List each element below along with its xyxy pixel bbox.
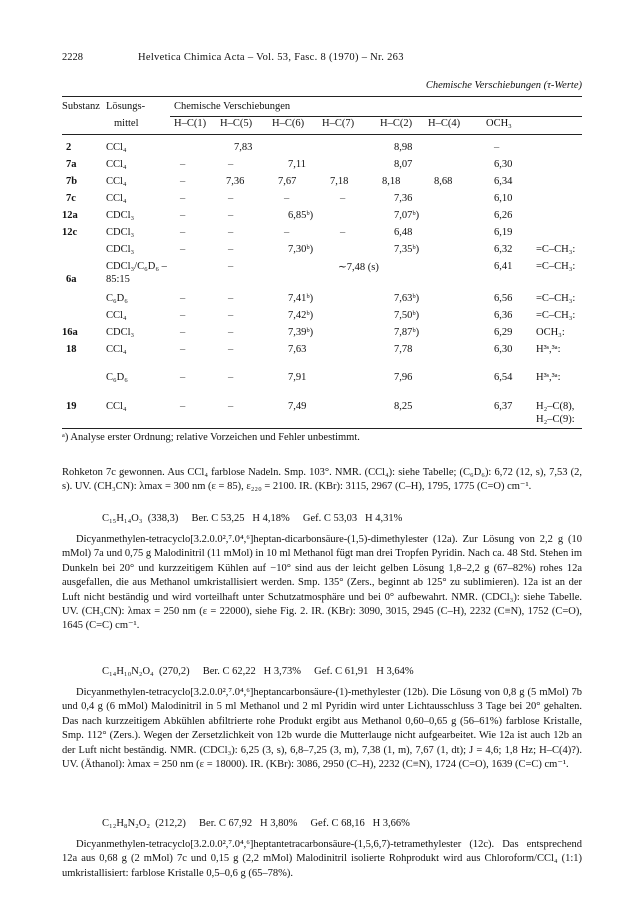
row-hc6: 7,49 (288, 401, 307, 412)
row-och3: 6,32 (494, 244, 513, 255)
row-och3: 6,56 (494, 293, 513, 304)
row-hc1: – (180, 372, 186, 383)
elemental-analysis-12a: C₁₄H₁₀N₂O₄ (270,2) Ber. C 62,22 H 3,73% Gef. C 61,91 H 3,64% (102, 666, 414, 677)
row-och3: 6,34 (494, 176, 513, 187)
row-solvent: CCl₄ (106, 176, 127, 187)
row-hc2: 8,98 (394, 142, 413, 153)
table-bottom-rule (62, 428, 582, 429)
row-och3: 6,36 (494, 310, 513, 321)
row-substanz: 16a (62, 327, 78, 338)
row-substanz: 19 (66, 401, 77, 412)
row-hc2: 7,63ᵇ) (394, 293, 420, 304)
row-hc5: – (228, 227, 234, 238)
row-hc5: – (228, 210, 234, 221)
col-head-mittel: mittel (114, 118, 139, 129)
paragraph-12a: Dicyanmethylen-tetracyclo[3.2.0.0²,⁷.0⁴,⁶]heptan-dicarbonsäure-(1,5)-dimethylester (12a). Zur Lösung von 2,2 g (10 mMol) 7a und 0,75 g Malodinitril (11 mMol) in 10 ml Methanol fügt man drei Tropfen Pyridin. Nach ca. 48 Std. Stehen im Dunkeln bei 20° und kurzzeitigem Kühlen auf −10° sind aus der leicht gelben Lösung 1,8–2,2 g (67–82%) rohes 12a ausgefallen, die aus Methanol umkristallisiert werden. Smp. 135° (Zers., beginnt ab 125° zu sublimieren). 12a ist an der Luft nicht beständig und wird vorteilhaft unter Schutzatmosphäre und bei 0° aufbewahrt. NMR. (CDCl₃): siehe Tabelle. UV. (CH₃CN): λmax = 250 nm (ε = 22000), siehe Fig. 2. IR. (KBr): 3090, 3015, 2945 (C–H), 2232 (C≡N), 1752 (C=O), 1645 (C=C) cm⁻¹. (62, 534, 582, 632)
row-solvent: CCl₄ (106, 344, 127, 355)
row-hc1: – (180, 176, 186, 187)
row-substanz: 7a (66, 159, 77, 170)
row-substanz: 12c (62, 227, 78, 238)
row-hc6: 7,42ᵇ) (288, 310, 314, 321)
row-hc5: – (228, 327, 234, 338)
row-hc1: – (180, 193, 186, 204)
row-note: H₂–C(8), (536, 401, 575, 412)
row-hc6: 7,91 (288, 372, 307, 383)
row-hc1: – (180, 310, 186, 321)
table-sub-rule (170, 116, 582, 117)
row-note-continued: H₂–C(9): (536, 414, 575, 425)
row-och3: – (494, 142, 500, 153)
col-head-c6: H–C(6) (272, 118, 305, 129)
row-hc1: – (180, 327, 186, 338)
row-och3: 6,30 (494, 159, 513, 170)
row-hc1: – (180, 401, 186, 412)
row-hc2: 7,35ᵇ) (394, 244, 420, 255)
page-number: 2228 (62, 52, 83, 63)
row-hc5: – (228, 401, 234, 412)
col-head-c7: H–C(7) (322, 118, 355, 129)
row-substanz: 7b (66, 176, 78, 187)
row-solvent: CDCl₃/C₆D₆ – (106, 261, 167, 272)
row-solvent: CDCl₃ (106, 244, 135, 255)
paragraph-12c: Dicyanmethylen-tetracyclo[3.2.0.0²,⁷.0⁴,⁶]heptantetracarbonsäure-(1,5,6,7)-tetramethylester (12c). Das entsprechend 12a aus 0,68 g (2 mMol) 7c und 0,15 g (2,2 mMol) Malodinitril isolierte Rohprodukt wird aus Chloroform/CCl₄ (1:1) umkristallisiert: farblose Kristalle 0,5–0,6 g (65–78%). (62, 839, 582, 879)
row-och3: 6,29 (494, 327, 513, 338)
col-head-substanz: Substanz (62, 101, 100, 112)
row-hc6: 7,39ᵇ) (288, 327, 314, 338)
row-solvent: CCl₄ (106, 159, 127, 170)
row-hc5: – (228, 310, 234, 321)
row-note: =C–CH₃: (536, 293, 576, 304)
row-substanz: 12a (62, 210, 78, 221)
row-note: H³ˢ,³ᵃ: (536, 372, 561, 383)
row-note: =C–CH₃: (536, 244, 576, 255)
row-hc2: 7,96 (394, 372, 413, 383)
row-hc2: 7,50ᵇ) (394, 310, 420, 321)
row-hc6: 7,41ᵇ) (288, 293, 314, 304)
row-hc5: – (228, 344, 234, 355)
table-caption: Chemische Verschiebungen (τ-Werte) (425, 80, 582, 91)
row-hc5: 7,83 (234, 142, 253, 153)
paragraph-12b: Dicyanmethylen-tetracyclo[3.2.0.0²,⁷.0⁴,⁶]heptancarbonsäure-(1)-methylester (12b). Die Lösung von 0,8 g (5 mMol) 7b und 0,4 g (6 mMol) Malodinitril in 5 ml Methanol und 2 ml Pyridin wird unter Lichtausschluss 3 Tage bei 20° gehalten. Das nach kurzzeitigem Abkühlen abfiltrierte rohe Produkt ergibt aus Methanol 0,60–0,65 g (56–61%) farblose Kristalle, Smp. 112° (Zers.). Wegen der Zersetzlichkeit von 12b wurde die Mutterlauge nicht aufgearbeitet. Wie 12a ist auch 12b an der Luft nicht beständig. NMR. (CDCl₃): 6,25 (3, s), 6,8–7,25 (3, m), 7,38 (1, m), 7,67 (1, dt); J = 4,6; 1,8 Hz; H–C(4)?). UV. (Äthanol): λmax = 250 nm (ε = 18000). IR. (KBr): 3086, 2950 (C–H), 2232 (C≡N), 1724 (C=O), 1639 (C=C) cm⁻¹. (62, 687, 582, 771)
row-hc5: – (228, 244, 234, 255)
row-hc2: 7,87ᵇ) (394, 327, 420, 338)
row-hc2: 6,48 (394, 227, 413, 238)
row-hc5: – (228, 193, 234, 204)
row-solvent: C₆D₆ (106, 293, 128, 304)
row-och3: 6,54 (494, 372, 513, 383)
row-och3: 6,10 (494, 193, 513, 204)
paragraph-7c: Rohketon 7c gewonnen. Aus CCl₄ farblose Nadeln. Smp. 103°. NMR. (CCl₄): siehe Tabelle; (C₆D₆): 6,72 (12, s), 7,53 (2, s). UV. (CH₃CN): λmax = 300 nm (ε = 85), ε₂₂₀ = 2100. IR. (KBr): 3115, 2967 (C–H), 1795, 1775 (C=O) cm⁻¹. (62, 467, 582, 493)
row-note: =C–CH₃: (536, 310, 576, 321)
row-hc6: 7,67 (278, 176, 297, 187)
row-solvent: CDCl₃ (106, 227, 135, 238)
row-hc5: – (228, 372, 234, 383)
row-solvent: CCl₄ (106, 193, 127, 204)
row-hc5: – (228, 159, 234, 170)
row-solvent: CCl₄ (106, 401, 127, 412)
row-solvent: 85:15 (106, 274, 130, 285)
journal-page (62, 0, 582, 912)
row-hc1: – (180, 159, 186, 170)
table-top-rule (62, 96, 582, 97)
elemental-analysis-7c: C₁₅H₁₄O₃ (338,3) Ber. C 53,25 H 4,18% Gef. C 53,03 H 4,31% (102, 513, 403, 524)
row-hc1: – (180, 244, 186, 255)
row-hc2: 7,78 (394, 344, 413, 355)
row-hc6: 7,30ᵇ) (288, 244, 314, 255)
col-head-loesungs: Lösungs- (106, 101, 146, 112)
row-solvent: CCl₄ (106, 142, 127, 153)
row-hc6: 6,85ᵇ) (288, 210, 314, 221)
row-hc6: 7,63 (288, 344, 307, 355)
row-note: H³ˢ,³ᵃ: (536, 344, 561, 355)
row-och3: 6,41 (494, 261, 513, 272)
row-och3: 6,30 (494, 344, 513, 355)
row-hc6: ∼7,48 (s) (338, 262, 379, 273)
col-head-chem: Chemische Verschiebungen (174, 101, 291, 112)
row-hc7: 7,18 (330, 176, 349, 187)
row-hc6: – (284, 227, 290, 238)
col-head-c5: H–C(5) (220, 118, 253, 129)
row-solvent: CDCl₃ (106, 210, 135, 221)
row-hc1: – (180, 227, 186, 238)
row-hc2: 7,36 (394, 193, 413, 204)
row-solvent: C₆D₆ (106, 372, 128, 383)
row-hc5: – (228, 261, 234, 272)
table-head-rule (62, 134, 582, 135)
row-hc1: – (180, 293, 186, 304)
row-solvent: CDCl₃ (106, 327, 135, 338)
row-hc6: – (284, 193, 290, 204)
row-hc4: 8,68 (434, 176, 453, 187)
row-hc1: – (180, 344, 186, 355)
row-och3: 6,26 (494, 210, 513, 221)
row-hc5: 7,36 (226, 176, 245, 187)
row-hc6: 7,11 (288, 159, 306, 170)
elemental-analysis-12b: C₁₂H₈N₂O₂ (212,2) Ber. C 67,92 H 3,80% Gef. C 68,16 H 3,66% (102, 818, 410, 829)
row-hc5: – (228, 293, 234, 304)
row-solvent: CCl₄ (106, 310, 127, 321)
col-head-c4: H–C(4) (428, 118, 461, 129)
row-substanz: 18 (66, 344, 77, 355)
row-hc2: 8,07 (394, 159, 413, 170)
row-substanz: 6a (66, 274, 77, 285)
row-hc7: – (340, 193, 346, 204)
row-och3: 6,19 (494, 227, 513, 238)
row-och3: 6,37 (494, 401, 513, 412)
row-hc2: 8,18 (382, 176, 401, 187)
row-hc1: – (180, 210, 186, 221)
row-hc7: – (340, 227, 346, 238)
row-note: =C–CH₃: (536, 261, 576, 272)
row-note: OCH₃: (536, 327, 565, 338)
journal-title: Helvetica Chimica Acta – Vol. 53, Fasc. 8 (1970) – Nr. 263 (138, 52, 404, 63)
col-head-och3: OCH₃ (486, 118, 512, 129)
col-head-c1: H–C(1) (174, 118, 207, 129)
row-substanz: 7c (66, 193, 76, 204)
row-hc2: 7,07ᵇ) (394, 210, 420, 221)
col-head-c2: H–C(2) (380, 118, 413, 129)
row-substanz: 2 (66, 142, 72, 153)
table-footnote: ᵃ) Analyse erster Ordnung; relative Vorzeichen und Fehler unbestimmt. (62, 432, 360, 443)
row-hc2: 8,25 (394, 401, 413, 412)
